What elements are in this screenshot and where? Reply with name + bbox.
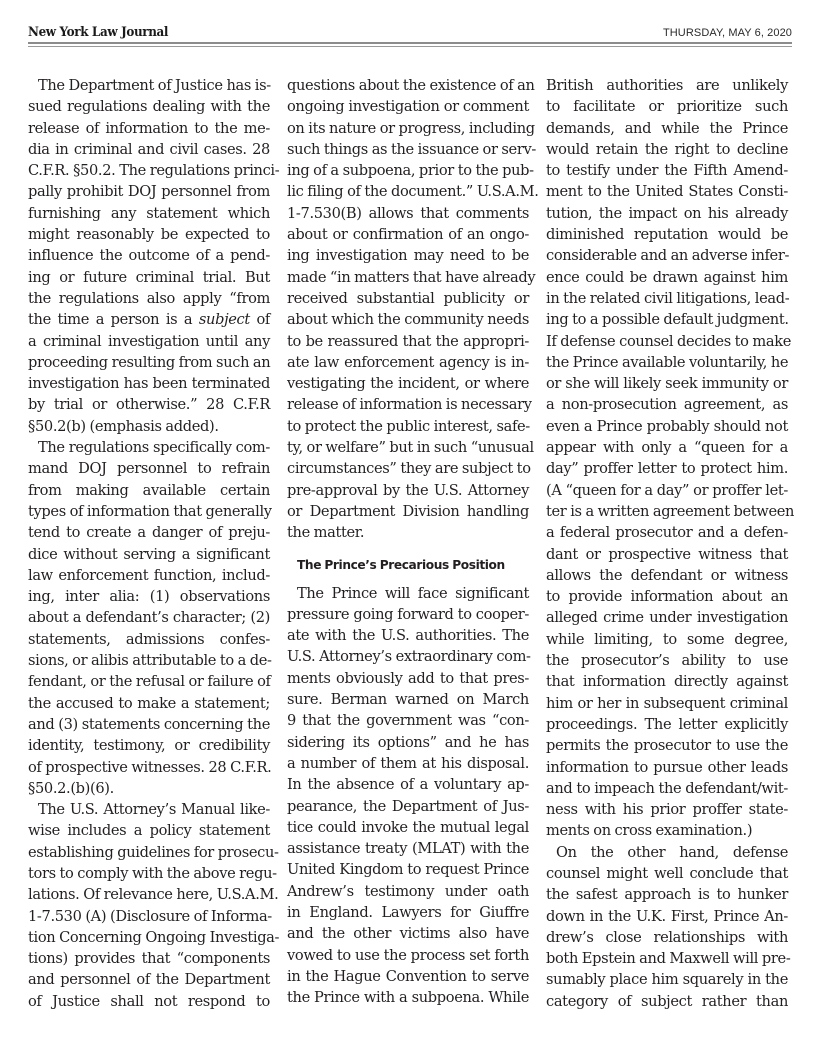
text-line: considerable and an adverse infer- <box>546 247 790 265</box>
text-line: establishing guidelines for prosecu- <box>28 843 279 861</box>
text-line: of Justice shall not respond to <box>28 992 270 1010</box>
text-line: British authorities are unlikely <box>546 77 788 94</box>
text-line: about which the community needs <box>287 311 529 329</box>
text-line: law enforcement function, includ- <box>28 566 270 584</box>
text-line: the prosecutor’s ability to use <box>546 652 788 670</box>
text-line: by trial or otherwise.” 28 C.F.R <box>28 396 270 414</box>
text-line: ing to a possible default judgment. <box>546 311 789 329</box>
masthead-rule-thin <box>28 46 792 47</box>
text-line: statements, admissions confes- <box>28 630 270 648</box>
text-line: ing or future criminal trial. But <box>28 268 270 286</box>
text-line: ing investigation may need to be <box>287 247 529 265</box>
text-line: to be reassured that the appropri- <box>287 332 529 350</box>
text-line: received substantial publicity or <box>287 289 529 307</box>
text-line: in England. Lawyers for Giuffre <box>287 903 529 921</box>
text-line: would retain the right to decline <box>546 140 788 158</box>
text-line: tion Concerning Ongoing Investiga- <box>28 928 280 946</box>
text-line: §50.2.(b)(6). <box>28 779 114 797</box>
text-line: proceeding resulting from such an <box>28 353 271 371</box>
text-line: or she will likely seek immunity or <box>546 375 788 393</box>
text-line: tution, the impact on his already <box>546 204 788 222</box>
text-line: Andrew’s testimony under oath <box>287 882 529 900</box>
text-line: ments obviously add to that pres- <box>287 669 529 687</box>
text-line: sidering its options” and he has <box>287 733 529 751</box>
text-line: the Prince with a subpoena. While <box>287 989 529 1007</box>
text-line: a non-prosecution agreement, as <box>546 396 788 414</box>
text-line: sumably place him squarely in the <box>546 971 788 989</box>
text-line: such things as the issuance or serv- <box>287 140 536 158</box>
text-line: release of information to the me- <box>28 119 270 137</box>
paragraph-first-line: On the other hand, defense <box>556 843 788 861</box>
text-line: ty, or welfare” but in such “unusual <box>287 439 534 457</box>
text-line: counsel might well conclude that <box>546 864 788 882</box>
text-line: 1-7.530(B) allows that comments <box>287 204 529 222</box>
text-line: him or her in subsequent criminal <box>546 694 788 712</box>
text-line: a federal prosecutor and a defen- <box>546 524 788 542</box>
text-line: furnishing any statement which <box>28 204 270 222</box>
text-line: a number of them at his disposal. <box>287 754 529 772</box>
text-line: §50.2(b) (emphasis added). <box>28 417 219 435</box>
text-line: to testify under the Fifth Amend- <box>546 162 788 180</box>
text-line: and to impeach the defendant/wit- <box>546 779 788 797</box>
text-line: tions) provides that “components <box>28 950 270 968</box>
text-line: while limiting, to some degree, <box>546 630 788 648</box>
text-line: fendant, or the refusal or failure of <box>28 673 271 691</box>
text-line: ate with the U.S. authorities. The <box>287 627 529 645</box>
text-line: pearance, the Department of Jus- <box>287 797 529 815</box>
text-line: the matter. <box>287 524 365 542</box>
text-line: mand DOJ personnel to refrain <box>28 460 270 478</box>
article-column-2 <box>287 75 539 1008</box>
text-line: (A “queen for a day” or proffer let- <box>546 481 788 499</box>
text-line: In the absence of a voluntary ap- <box>287 776 529 794</box>
text-line: category of subject rather than <box>546 992 788 1010</box>
text-line: and personnel of the Department <box>28 971 270 989</box>
text-line: sued regulations dealing with the <box>28 98 270 116</box>
text-line: about or confirmation of an ongo- <box>287 226 529 244</box>
article-column-3 <box>546 75 795 1012</box>
text-line: If defense counsel decides to make <box>546 332 792 350</box>
masthead-rule-thick <box>28 42 792 44</box>
text-line: C.F.R. §50.2. The regulations princi- <box>28 162 280 180</box>
text-line <box>28 309 270 330</box>
text-line: or Department Division handling <box>287 502 529 520</box>
text-line: both Epstein and Maxwell will pre- <box>546 950 791 968</box>
text-line: ter is a written agreement between <box>546 502 795 520</box>
text-line: allows the defendant or witness <box>546 566 788 584</box>
text-line: ment to the United States Consti- <box>546 183 788 201</box>
text-line: United Kingdom to request Prince <box>287 861 529 879</box>
text-line: wise includes a policy statement <box>28 822 270 840</box>
text-line: appear with only a “queen for a <box>546 439 788 457</box>
text-line: drew’s close relationships with <box>546 928 788 946</box>
text-line: in the Hague Convention to serve <box>287 967 529 985</box>
text-line: information to pursue other leads <box>546 758 788 776</box>
text-line: ence could be drawn against him <box>546 268 788 286</box>
section-heading: The Prince’s Precarious Position <box>297 557 505 572</box>
text-line: even a Prince probably should not <box>546 417 788 435</box>
text-line: assistance treaty (MLAT) with the <box>287 840 529 858</box>
text-line: proceedings. The letter explicitly <box>546 715 788 733</box>
text-line: 9 that the government was “con- <box>287 712 529 730</box>
article-column-1 <box>28 75 280 1012</box>
text-line: tend to create a danger of preju- <box>28 524 270 542</box>
text-line: permits the prosecutor to use the <box>546 737 788 755</box>
text-line: types of information that generally <box>28 502 272 520</box>
column-2-text-before-heading <box>287 75 539 544</box>
text-line: in the related civil litigations, lead- <box>546 289 790 307</box>
text-line: ongoing investigation or comment <box>287 98 529 116</box>
text-line: ate law enforcement agency is in- <box>287 353 529 371</box>
text-line: lic filing of the document.” U.S.A.M. <box>287 183 539 201</box>
text-line: circumstances” they are subject to <box>287 460 531 478</box>
text-fragment: of <box>249 311 270 329</box>
text-line: identity, testimony, or credibility <box>28 737 270 755</box>
text-line: sure. Berman warned on March <box>287 691 529 709</box>
text-line: 1-7.530 (A) (Disclosure of Informa- <box>28 907 272 925</box>
text-line: and the other victims also have <box>287 925 529 943</box>
text-line: tice could invoke the mutual legal <box>287 818 529 836</box>
text-line: investigation has been terminated <box>28 375 270 393</box>
text-line: day” proffer letter to protect him. <box>546 460 788 478</box>
text-line: alleged crime under investigation <box>546 609 788 627</box>
text-line: ness with his prior proffer state- <box>546 801 788 819</box>
text-line: the regulations also apply “from <box>28 289 270 307</box>
text-line: pressure going forward to cooper- <box>287 605 529 623</box>
text-line: made “in matters that have already <box>287 268 536 286</box>
text-line: the accused to make a statement; <box>28 694 270 712</box>
text-line: ing, inter alia: (1) observations <box>28 588 270 606</box>
text-line: influence the outcome of a pend- <box>28 247 270 265</box>
text-line: dia in criminal and civil cases. 28 <box>28 140 270 158</box>
text-fragment: the time a person is a <box>28 311 199 329</box>
text-line: to provide information about an <box>546 588 788 606</box>
text-line: of prospective witnesses. 28 C.F.R. <box>28 758 272 776</box>
text-line: tors to comply with the above regu- <box>28 864 277 882</box>
text-line: dant or prospective witness that <box>546 545 788 563</box>
issue-date: THURSDAY, MAY 6, 2020 <box>662 27 792 39</box>
text-line: the Prince available voluntarily, he <box>546 353 789 371</box>
text-line: that information directly against <box>546 673 788 691</box>
text-line: the safest approach is to hunker <box>546 886 788 904</box>
text-line: pally prohibit DOJ personnel from <box>28 183 270 201</box>
paragraph-first-line: The Prince will face significant <box>297 584 529 602</box>
text-line: U.S. Attorney’s extraordinary com- <box>287 648 531 666</box>
text-line: vestigating the incident, or where <box>287 375 529 393</box>
paragraph-first-line: The Department of Justice has is- <box>38 77 271 94</box>
text-line: vowed to use the process set forth <box>287 946 529 964</box>
text-line: release of information is necessary <box>287 396 532 414</box>
text-line: on its nature or progress, including <box>287 119 535 137</box>
text-line: a criminal investigation until any <box>28 332 270 350</box>
text-line: ing of a subpoena, prior to the pub- <box>287 162 534 180</box>
text-line: to protect the public interest, safe- <box>287 417 530 435</box>
emphasized-word: subject <box>198 311 250 329</box>
text-line: demands, and while the Prince <box>546 119 788 137</box>
text-line: down in the U.K. First, Prince An- <box>546 907 788 925</box>
text-line: from making available certain <box>28 481 270 499</box>
text-line: lations. Of relevance here, U.S.A.M. <box>28 886 279 904</box>
text-line: diminished reputation would be <box>546 226 788 244</box>
publication-logo: New York Law Journal <box>28 25 169 40</box>
text-line: about a defendant’s character; (2) <box>28 609 270 627</box>
text-line: and (3) statements concerning the <box>28 715 270 733</box>
paragraph-first-line: The U.S. Attorney’s Manual like- <box>38 801 270 819</box>
text-line: to facilitate or prioritize such <box>546 98 788 116</box>
text-line: dice without serving a significant <box>28 545 270 563</box>
paragraph-first-line: The regulations specifically com- <box>38 439 270 457</box>
text-line: sions, or alibis attributable to a de- <box>28 652 272 670</box>
text-line: questions about the existence of an <box>287 77 535 94</box>
text-line: pre-approval by the U.S. Attorney <box>287 481 529 499</box>
column-2-text-after-heading <box>287 583 529 1009</box>
text-line: might reasonably be expected to <box>28 226 270 244</box>
text-line: ments on cross examination.) <box>546 822 753 840</box>
